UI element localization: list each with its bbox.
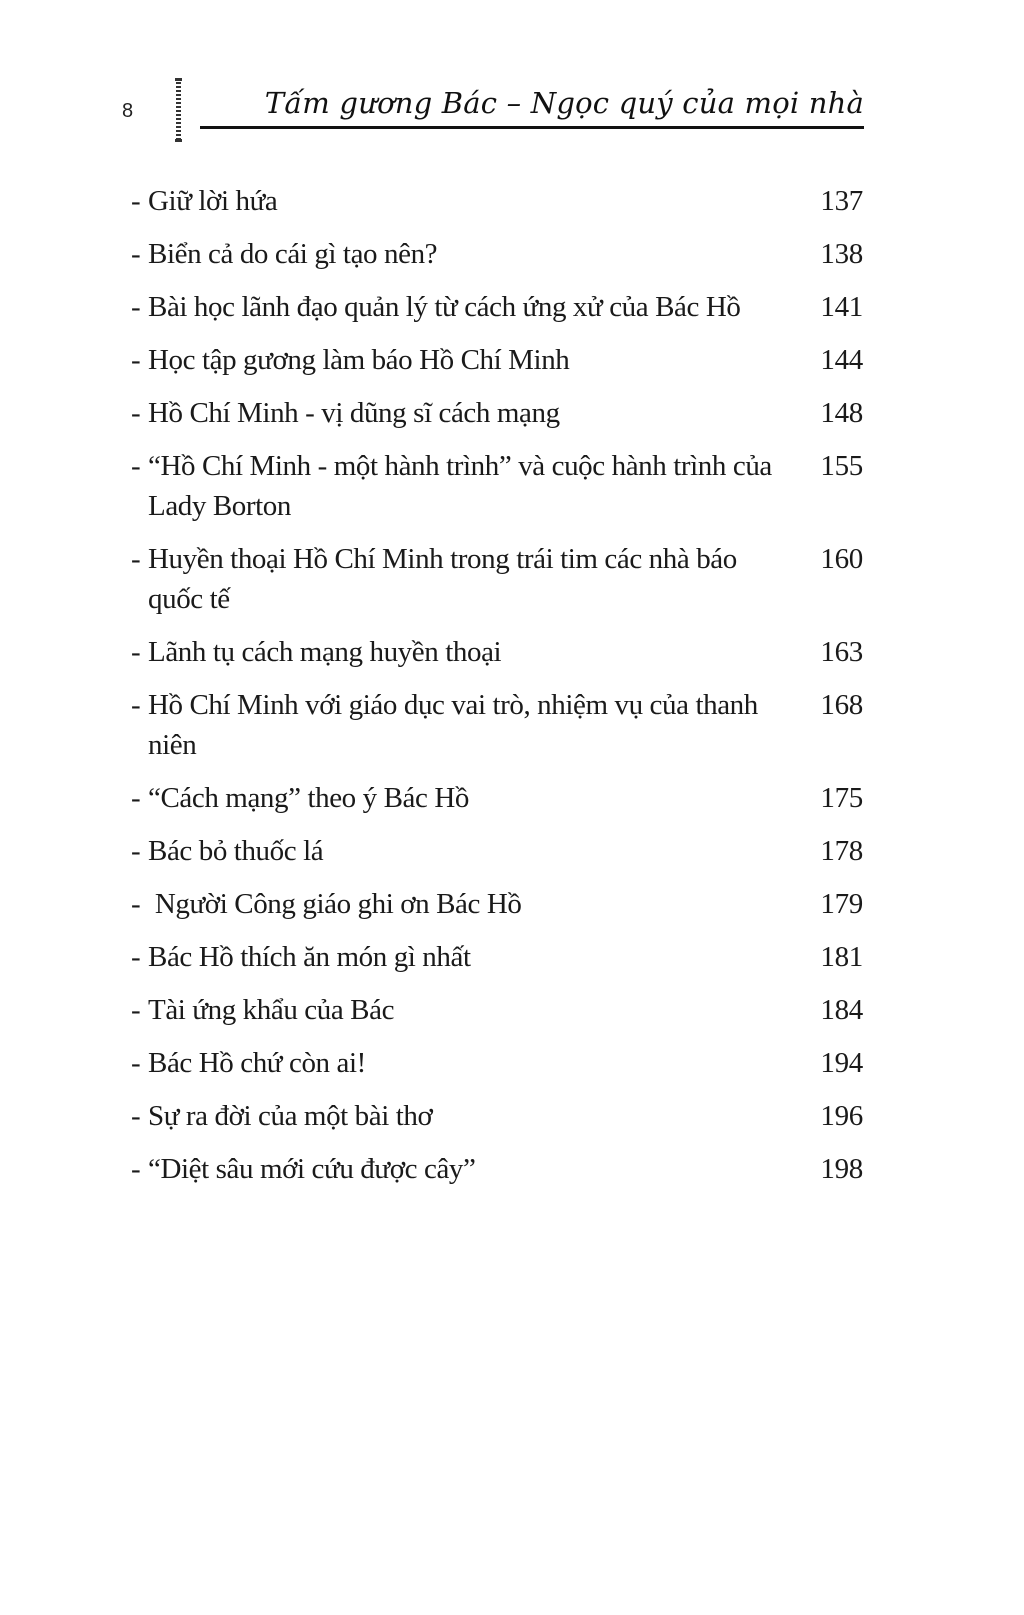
toc-entry [131, 1096, 863, 1136]
toc-entry [131, 287, 863, 327]
table-of-contents [131, 181, 863, 1202]
toc-bullet-dash: - [131, 636, 141, 668]
toc-bullet-dash: - [131, 1153, 141, 1185]
toc-entry [131, 778, 863, 818]
toc-entry-title: Bác bỏ thuốc lá [148, 835, 324, 867]
toc-entry-title: Người Công giáo ghi ơn Bác Hồ [148, 888, 522, 920]
toc-bullet-dash: - [131, 397, 141, 429]
toc-entry [131, 937, 863, 977]
toc-entry [131, 1043, 863, 1083]
toc-bullet-dash: - [131, 238, 141, 270]
toc-entry-title: Bác Hồ thích ăn món gì nhất [148, 941, 471, 973]
toc-entry-page: 194 [820, 1047, 863, 1079]
toc-entry-page: 175 [820, 782, 863, 814]
toc-entry-page: 138 [820, 238, 863, 270]
toc-entry-page: 141 [820, 291, 863, 323]
toc-entry-page: 137 [820, 185, 863, 217]
toc-entry-title: Sự ra đời của một bài thơ [148, 1100, 433, 1132]
toc-entry [131, 446, 863, 526]
toc-entry [131, 990, 863, 1030]
toc-entry-page: 184 [820, 994, 863, 1026]
toc-entry [131, 393, 863, 433]
toc-entry-page: 178 [820, 835, 863, 867]
toc-entry-title: Học tập gương làm báo Hồ Chí Minh [148, 344, 570, 376]
toc-entry-title: Hồ Chí Minh với giáo dục vai trò, nhiệm vụ của thanh niên [148, 689, 758, 761]
toc-entry-page: 163 [820, 636, 863, 668]
toc-entry-title: Huyền thoại Hồ Chí Minh trong trái tim các nhà báo quốc tế [148, 543, 737, 615]
toc-entry [131, 1149, 863, 1189]
toc-entry-page: 155 [820, 450, 863, 482]
toc-entry-page: 160 [820, 543, 863, 575]
toc-entry [131, 884, 863, 924]
toc-entry [131, 340, 863, 380]
toc-entry-title: Bác Hồ chứ còn ai! [148, 1047, 366, 1079]
toc-bullet-dash: - [131, 689, 141, 721]
toc-entry-title: “Cách mạng” theo ý Bác Hồ [148, 782, 469, 814]
toc-entry-title: Biển cả do cái gì tạo nên? [148, 238, 438, 270]
toc-bullet-dash: - [131, 185, 141, 217]
toc-bullet-dash: - [131, 994, 141, 1026]
toc-entry-title: Hồ Chí Minh - vị dũng sĩ cách mạng [148, 397, 560, 429]
toc-entry [131, 234, 863, 274]
toc-entry [131, 181, 863, 221]
page-number: 8 [122, 100, 134, 122]
toc-bullet-dash: - [131, 782, 141, 814]
toc-bullet-dash: - [131, 1100, 141, 1132]
toc-entry [131, 539, 863, 619]
toc-entry-title: Lãnh tụ cách mạng huyền thoại [148, 636, 502, 668]
toc-bullet-dash: - [131, 450, 141, 482]
toc-bullet-dash: - [131, 835, 141, 867]
toc-bullet-dash: - [131, 888, 141, 920]
toc-bullet-dash: - [131, 291, 141, 323]
toc-entry-page: 196 [820, 1100, 863, 1132]
toc-entry-page: 144 [820, 344, 863, 376]
toc-entry-page: 168 [820, 689, 863, 721]
toc-entry [131, 831, 863, 871]
toc-entry-title: Giữ lời hứa [148, 185, 278, 217]
header-rule [200, 126, 864, 129]
toc-entry-title: “Hồ Chí Minh - một hành trình” và cuộc hành trình của Lady Borton [148, 450, 772, 522]
ornament-divider [176, 78, 181, 142]
toc-bullet-dash: - [131, 1047, 141, 1079]
toc-entry-page: 181 [820, 941, 863, 973]
toc-bullet-dash: - [131, 941, 141, 973]
toc-entry-page: 148 [820, 397, 863, 429]
toc-bullet-dash: - [131, 344, 141, 376]
toc-entry-title: Bài học lãnh đạo quản lý từ cách ứng xử của Bác Hồ [148, 291, 741, 323]
toc-bullet-dash: - [131, 543, 141, 575]
toc-entry-page: 198 [820, 1153, 863, 1185]
toc-entry [131, 632, 863, 672]
toc-entry-title: Tài ứng khẩu của Bác [148, 994, 395, 1026]
toc-entry [131, 685, 863, 765]
running-title: Tấm gương Bác – Ngọc quý của mọi nhà [264, 86, 864, 120]
toc-entry-page: 179 [820, 888, 863, 920]
toc-entry-title: “Diệt sâu mới cứu được cây” [148, 1153, 476, 1185]
